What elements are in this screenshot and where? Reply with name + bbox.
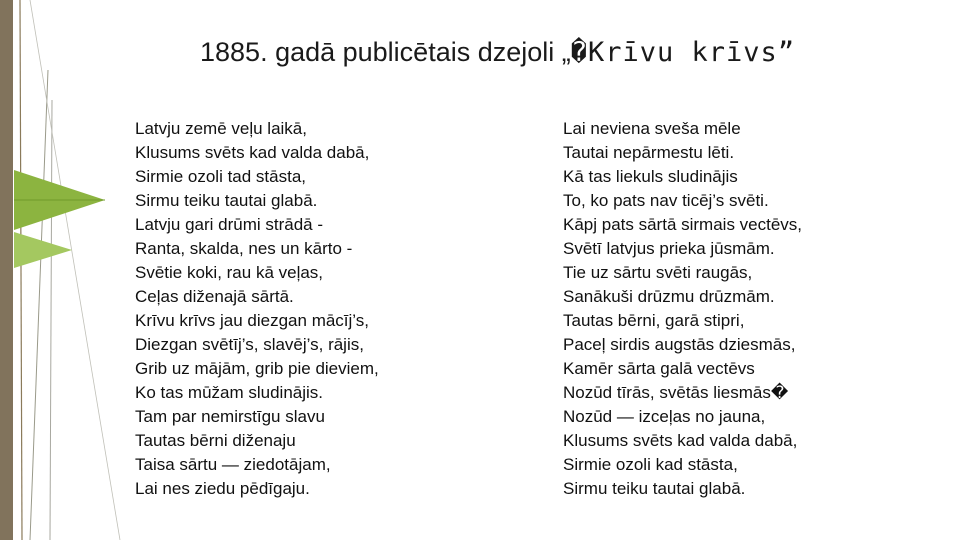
slide-title — [200, 34, 940, 71]
poem-right-column — [563, 117, 802, 501]
poem-line: Tie uz sārtu svēti raugās, — [563, 263, 753, 282]
poem-line: Sirmie ozoli tad stāsta, — [135, 167, 307, 186]
poem-line: Ceļas diženajā sārtā. — [135, 287, 294, 306]
poem-line: Nozūd tīrās, svētās liesmās� — [563, 383, 789, 402]
title-prefix: 1885. gadā publicētais dzejoli „ — [200, 37, 571, 67]
poem-line: Sirmie ozoli kad stāsta, — [563, 455, 738, 474]
poem-line: Lai nes ziedu pēdīgaju. — [135, 479, 310, 498]
poem-line: Tautai nepārmestu lēti. — [563, 143, 735, 162]
poem-line: To, ko pats nav ticēj’s svēti. — [563, 191, 769, 210]
left-border-bar — [0, 0, 13, 540]
deco-line-3 — [50, 100, 52, 540]
poem-line: Latvju gari drūmi strādā - — [135, 215, 324, 234]
poem-line: Kā tas liekuls sludinājis — [563, 167, 738, 186]
deco-line-1 — [20, 0, 22, 540]
poem-line: Latvju zemē veļu laikā, — [135, 119, 307, 138]
poem-line: Ranta, skalda, nes un kārto - — [135, 239, 353, 258]
poem-line: Diezgan svētīj’s, slavēj’s, rājis, — [135, 335, 364, 354]
poem-line: Paceļ sirdis augstās dziesmās, — [563, 335, 796, 354]
poem-line: Svētie koki, rau kā veļas, — [135, 263, 324, 282]
poem-line: Lai neviena sveša mēle — [563, 119, 741, 138]
deco-line-2 — [30, 70, 48, 540]
poem-line: Ko tas mūžam sludinājis. — [135, 383, 324, 402]
poem-line: Taisa sārtu — ziedotājam, — [135, 455, 331, 474]
deco-line-4 — [30, 0, 120, 540]
poem-line: Sirmu teiku tautai glabā. — [135, 191, 318, 210]
title-quoted-poem-name: �Krīvu krīvs” — [570, 37, 796, 68]
poem-line: Klusums svēts kad valda dabā, — [135, 143, 370, 162]
poem-line: Nozūd — izceļas no jauna, — [563, 407, 766, 426]
poem-line: Tam par nemirstīgu slavu — [135, 407, 325, 426]
poem-line: Kāpj pats sārtā sirmais vectēvs, — [563, 215, 803, 234]
poem-line: Svētī latvjus prieka jūsmām. — [563, 239, 775, 258]
poem-line: Tautas bērni diženaju — [135, 431, 296, 450]
poem-line: Klusums svēts kad valda dabā, — [563, 431, 798, 450]
poem-line: Grib uz mājām, grib pie dieviem, — [135, 359, 379, 378]
green-arrow-2 — [14, 232, 72, 268]
poem-line: Krīvu krīvs jau diezgan mācīj’s, — [135, 311, 369, 330]
decorative-lines — [0, 0, 130, 540]
poem-line: Sirmu teiku tautai glabā. — [563, 479, 746, 498]
poem-line: Sanākuši drūzmu drūzmām. — [563, 287, 775, 306]
poem-line: Tautas bērni, garā stipri, — [563, 311, 745, 330]
poem-line: Kamēr sārta galā vectēvs — [563, 359, 755, 378]
poem-left-column — [135, 117, 379, 501]
